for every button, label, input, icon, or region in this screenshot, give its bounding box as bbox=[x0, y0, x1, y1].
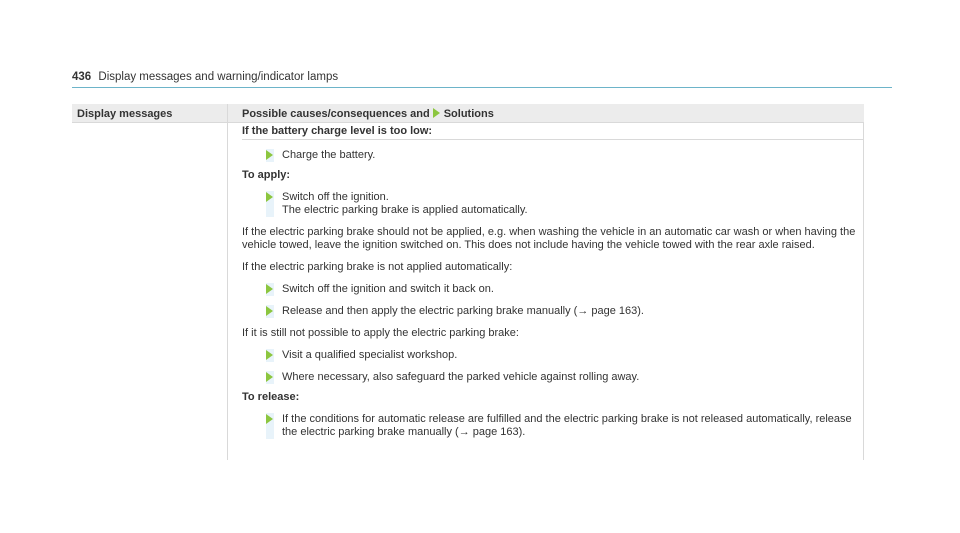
step-text: Release and then apply the electric parking brake manually (→ page 163). bbox=[282, 305, 644, 317]
table-header bbox=[72, 104, 864, 123]
message-table bbox=[72, 104, 864, 460]
step-text: Switch off the ignition and switch it back on. bbox=[282, 283, 494, 295]
column-header-display-messages: Display messages bbox=[77, 108, 173, 120]
step-result-line: The electric parking brake is applied automatically. bbox=[282, 204, 528, 216]
step-item bbox=[266, 149, 864, 162]
solution-arrow-icon bbox=[433, 108, 440, 118]
step-item bbox=[266, 283, 864, 296]
display-message-cell bbox=[72, 123, 228, 460]
table-right-border bbox=[863, 123, 864, 460]
column-header-causes-text: Possible causes/consequences and bbox=[242, 108, 430, 120]
step-item bbox=[266, 413, 864, 439]
step-bar bbox=[266, 413, 274, 439]
step-text bbox=[282, 191, 864, 217]
chapter-title: Display messages and warning/indicator lamps bbox=[98, 71, 339, 83]
table-body bbox=[72, 123, 864, 460]
paragraph: If the electric parking brake should not be applied, e.g. when washing the vehicle in an automatic car wash or when having the vehicle towed, leave the ignition switched on. This does not include having the vehicle towed with the rear axle raised. bbox=[242, 226, 856, 251]
column-header-causes bbox=[227, 104, 864, 122]
page-number: 436 bbox=[72, 71, 92, 83]
step-arrow-icon bbox=[266, 350, 273, 360]
step-arrow-icon bbox=[266, 150, 273, 160]
step-bar bbox=[266, 371, 274, 384]
step-bar bbox=[266, 349, 274, 362]
to-release-heading: To release: bbox=[242, 391, 300, 403]
step-item bbox=[266, 349, 864, 362]
step-arrow-icon bbox=[266, 372, 273, 382]
page-header bbox=[72, 71, 892, 83]
step-arrow-icon bbox=[266, 192, 273, 202]
step-bar bbox=[266, 305, 274, 318]
to-apply-heading: To apply: bbox=[242, 169, 291, 181]
step-text: Where necessary, also safeguard the parked vehicle against rolling away. bbox=[282, 371, 640, 383]
step-bar bbox=[266, 191, 274, 217]
step-text: If the conditions for automatic release are fulfilled and the electric parking brake is not released automatically, release the electric parking brake manually (→ page 163). bbox=[282, 413, 852, 438]
step-bar bbox=[266, 149, 274, 162]
step-text-line: Switch off the ignition. bbox=[282, 191, 389, 203]
paragraph: If the electric parking brake is not applied automatically: bbox=[242, 261, 513, 273]
step-arrow-icon bbox=[266, 284, 273, 294]
header-rule bbox=[72, 87, 892, 88]
step-arrow-icon bbox=[266, 306, 273, 316]
step-text: Visit a qualified specialist workshop. bbox=[282, 349, 458, 361]
step-arrow-icon bbox=[266, 414, 273, 424]
step-bar bbox=[266, 283, 274, 296]
condition-subheading: If the battery charge level is too low: bbox=[242, 123, 863, 140]
paragraph: If it is still not possible to apply the electric parking brake: bbox=[242, 327, 519, 339]
causes-cell bbox=[228, 123, 864, 460]
step-item bbox=[266, 371, 864, 384]
step-item bbox=[266, 305, 864, 318]
step-text: Charge the battery. bbox=[282, 149, 376, 161]
column-header-solutions-text: Solutions bbox=[443, 108, 494, 120]
step-item bbox=[266, 191, 864, 217]
